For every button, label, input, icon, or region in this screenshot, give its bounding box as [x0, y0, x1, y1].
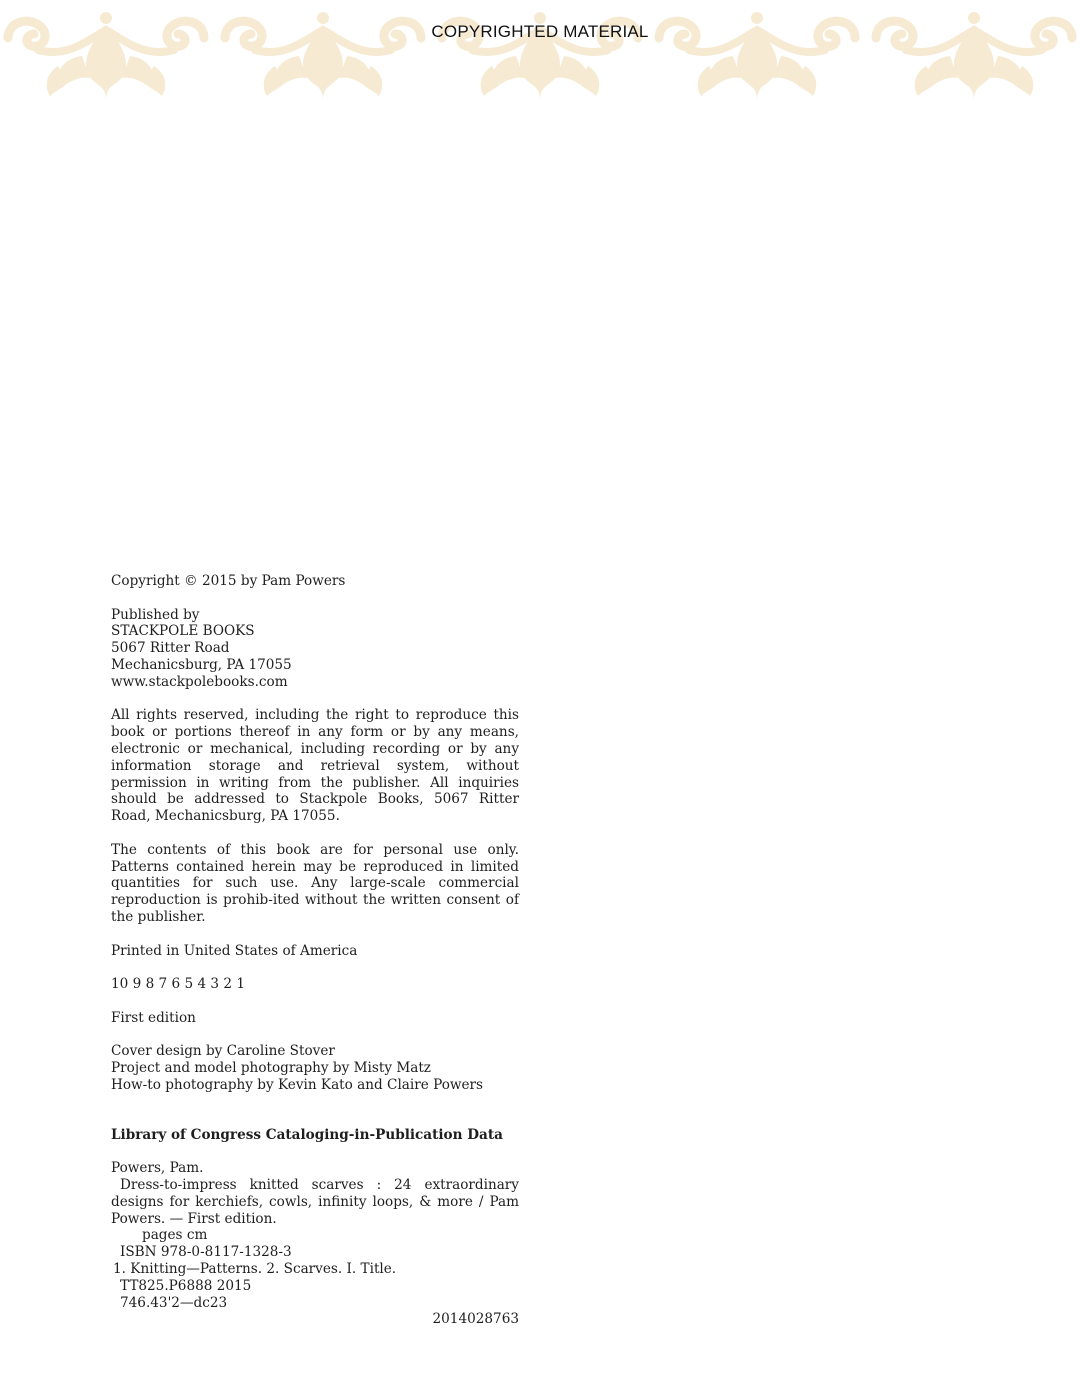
publisher-block: [111, 607, 519, 691]
copyright-page-content: [111, 573, 519, 1328]
copyright-line: Copyright © 2015 by Pam Powers: [111, 573, 346, 589]
cip-author: Powers, Pam.: [111, 1160, 204, 1177]
publisher-street: 5067 Ritter Road: [111, 640, 230, 657]
rights-paragraph: All rights reserved, including the right to reproduce this book or portions thereof in any form or by any means, electronic or mechanical, including recording or by any information storage and retrieval system, without permission in writing from the publisher. All inquiries should be addressed to Stackpole Books, 5067 Ritter Road, Mechanicsburg, PA 17055.: [111, 707, 519, 825]
credits-block: [111, 1043, 519, 1093]
publisher-name: STACKPOLE BOOKS: [111, 623, 255, 640]
cip-lc-class: TT825.P6888 2015: [120, 1277, 252, 1294]
publisher-website: www.stackpolebooks.com: [111, 673, 288, 690]
cip-title: Dress-to-impress knitted scarves : 24 extraordinary designs for kerchiefs, cowls, infinity loops, & more / Pam Powers. — First edition.: [111, 1177, 519, 1227]
usage-paragraph: The contents of this book are for personal use only. Patterns contained herein may be reproduced in limited quantities for such use. Any large-scale commercial reproduction is prohib-ited without the written consent of the publisher.: [111, 841, 519, 925]
edition-line: First edition: [111, 1009, 196, 1026]
cip-subjects: 1. Knitting—Patterns. 2. Scarves. I. Title.: [113, 1261, 397, 1278]
printed-line: Printed in United States of America: [111, 942, 358, 959]
cip-heading: Library of Congress Cataloging-in-Publication Data: [111, 1126, 503, 1143]
copyrighted-material-banner: COPYRIGHTED MATERIAL: [431, 22, 649, 41]
publisher-line: Published by: [111, 606, 200, 623]
print-run: [111, 976, 519, 993]
credit-howto-photography: How-to photography by Kevin Kato and Claire Powers: [111, 1076, 484, 1093]
cip-isbn: ISBN 978-0-8117-1328-3: [120, 1244, 292, 1261]
copyright-notice: [111, 573, 519, 590]
credit-project-photography: Project and model photography by Misty Matz: [111, 1060, 431, 1077]
cip-record: [111, 1160, 519, 1328]
printed-in: [111, 943, 519, 960]
cip-lccn: 2014028763: [432, 1311, 519, 1328]
cip-dewey: 746.43'2—dc23: [120, 1294, 228, 1311]
publisher-city: Mechanicsburg, PA 17055: [111, 656, 292, 673]
edition: [111, 1010, 519, 1027]
credit-cover-design: Cover design by Caroline Stover: [111, 1043, 335, 1060]
print-run-line: 10 9 8 7 6 5 4 3 2 1: [111, 976, 246, 993]
cip-pages: pages cm: [142, 1227, 208, 1244]
decorative-ornament-band: [0, 0, 1080, 110]
